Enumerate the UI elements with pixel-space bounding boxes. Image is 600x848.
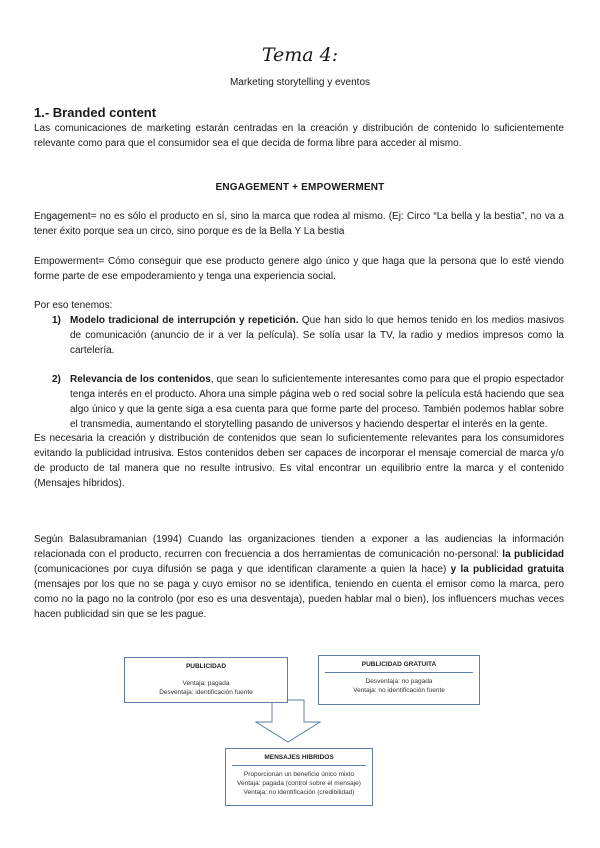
list-item-bold: Modelo tradicional de interrupción y repetición. xyxy=(70,315,299,326)
publicidad-title: PUBLICIDAD xyxy=(185,663,227,670)
publicidad-gratuita-box xyxy=(318,655,480,705)
por-eso-text: Por eso tenemos: xyxy=(34,300,113,311)
section-heading: 1.- Branded content xyxy=(34,105,157,120)
publicidad-line2: Desventaja: identificación fuente xyxy=(159,689,253,696)
necesaria-paragraph: Es necesaria la creación y distribución de contenidos que sean lo suficientemente relevantes para los consumidores evitando la publicidad intrusiva. Estos contenidos deben ser capaces de incorporar el mensaje comercial de marca y/o de producto de tal manera que no resulte intrusivo. Es vital encontrar un equilibrio entre la marca y el contenido (Mensajes híbridos). xyxy=(34,433,564,489)
hibridos-line3: Ventaja: no identificación (credibilidad) xyxy=(243,789,355,796)
segun-bold-2: y la publicidad gratuita xyxy=(450,564,564,575)
hibridos-title: MENSAJES HIBRIDOS xyxy=(232,749,366,766)
segun-text-1: Según Balasubramanian (1994) Cuando las organizaciones tienden a exponer a las audiencias la información relacionada con el producto, recurren con frecuencia a dos herramientas de comunicación no-personal: xyxy=(34,534,564,560)
page-subtitle: Marketing storytelling y eventos xyxy=(229,77,371,88)
list-number: 2) xyxy=(52,374,61,385)
list-item-text: Que han sido lo que hemos tenido en los medios masivos de comunicación (anuncio de ir a ver la película). Se solía usar la TV, la radio y medios impresos como la cartelería. xyxy=(70,315,564,356)
list-item-bold: Relevancia de los contenidos xyxy=(70,374,211,385)
engagement-paragraph: Engagement= no es sólo el producto en sí, sino la marca que rodea al mismo. (Ej: Circo “La bella y la bestia”, no va a tener éxito porque sea un circo, sino porque es de la Bella Y La bestia xyxy=(34,211,564,237)
gratuita-line2: Ventaja: no identificación fuente xyxy=(353,687,445,694)
hibridos-line2: Ventaja: pagada (control sobre el mensaje) xyxy=(237,780,361,787)
list-item-text: , que sean lo suficientemente interesantes como para que el propio espectador tenga interés en el producto. Ahora una simple página web o red social sobre la película está haciendo que sea algo único y que la gente siga a esa cuenta para que forme parte del proceso. También podemos hablar sobre el transmedia, aumentando el storytelling pasando de universos y haciendo despertar el interés en la gente. xyxy=(70,374,564,430)
mensajes-hibridos-box xyxy=(225,748,373,806)
segun-bold-1: la publicidad xyxy=(502,549,564,560)
segun-text-3: (mensajes por los que no se paga y cuyo emisor no se identifica, teniendo en cuenta el emisor como la marca, pero como no la pago no la controlo (por eso es una desventaja), pueden hablar mal o bien), los influencers muchas veces hacen publicidad sin que se les pague. xyxy=(34,579,564,620)
gratuita-title: PUBLICIDAD GRATUITA xyxy=(325,656,473,673)
list-number: 1) xyxy=(52,315,61,326)
page-title: Tema 4: xyxy=(261,44,339,66)
publicidad-box xyxy=(124,657,288,703)
empowerment-paragraph: Empowerment= Cómo conseguir que ese producto genere algo único y que haga que la persona que lo esté viendo forme parte de ese empoderamiento y tenga una experiencia social. xyxy=(34,256,564,282)
hibridos-line1: Proporcionan un beneficio único mixto xyxy=(243,771,355,778)
segun-text-2: (comunicaciones por cuya difusión se paga y que identifican claramente a quien la hace) xyxy=(34,564,451,575)
gratuita-line1: Desventaja: no pagada xyxy=(365,678,433,685)
intro-paragraph: Las comunicaciones de marketing estarán centradas en la creación y distribución de contenido lo suficientemente relevante como para que el consumidor sea el que decida de forma libre para acceder al mismo. xyxy=(34,123,564,149)
down-arrow-icon xyxy=(256,700,320,742)
publicidad-line1: Ventaja: pagada xyxy=(182,680,230,687)
engagement-empowerment-heading: ENGAGEMENT + EMPOWERMENT xyxy=(215,182,385,193)
